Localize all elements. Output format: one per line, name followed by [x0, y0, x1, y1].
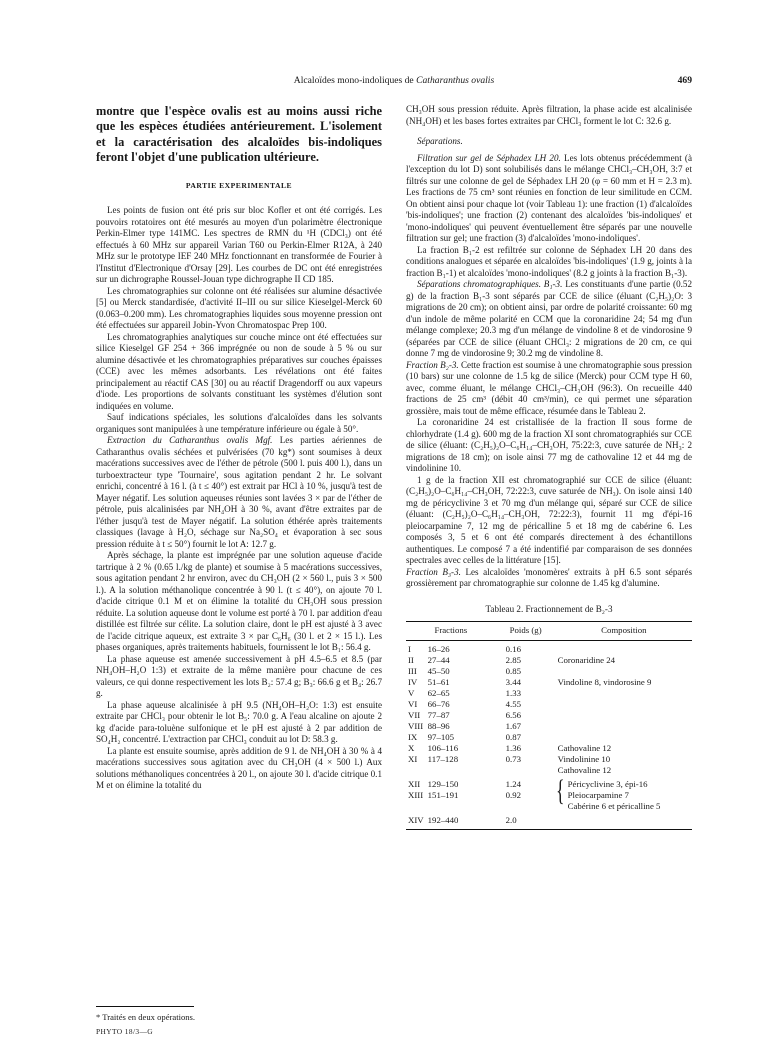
running-title-italic: Catharanthus ovalis	[416, 75, 495, 86]
cell-fraction-range: 192–440	[426, 812, 496, 830]
table-row	[406, 754, 692, 765]
cell-composition	[556, 699, 692, 710]
table-row	[406, 655, 692, 666]
cell-composition: Pleiocarpamine 7	[567, 790, 629, 800]
cell-fraction-number: XII	[408, 779, 421, 789]
column-header-weight: Poids (g)	[496, 622, 556, 641]
paragraph: La plante est ensuite soumise, après addition de 9 l. de NH₄OH à 30 % à 4 macérations successives sous agitation avec du CH₃OH (4 × 500 l.) Aux solutions méthanoliques concentrées à 20 l., on ajoute 30 l. d'acide citrique 0.1 M et on élimine la totalité du	[96, 745, 382, 791]
paragraph: Après séchage, la plante est imprégnée par une solution aqueuse d'acide tartrique à 2 % (0.65 l./kg de plante) et soumise à 5 macérations successives, sous agitation pendant 2 hr environ, avec du CH₃OH (2 × 560 l., puis 3 × 500 l.). A la solution méthanolique concentrée à 90 l. (t ≤ 40°), on ajoute 70 l. d'acide citrique 0.1 M et on élimine la totalité du CH₃OH sous pression réduite. La solution aqueuse dont le volume est porté à 70 l. par addition d'eau distillée est filtrée sur célite. La solution claire, dont le pH est ajusté à 3 avec de l'acide citrique aqueux, est extraite 3 × par C₆H₆ (30 l. et 2 × 15 l.). Les phases organiques, après traitements habituels, fournissent le lot B₁: 56.4 g.	[96, 550, 382, 653]
cell-weight: 0.85	[505, 666, 522, 676]
cell-weight: 2.0	[496, 812, 556, 830]
table-row	[406, 721, 692, 732]
cell-fraction-range: 117–128	[427, 754, 459, 764]
cell-fraction-range: 51–61	[427, 677, 450, 687]
paragraph: Sauf indications spéciales, les solutions d'alcaloïdes dans les solvants organiques sont manipulées à une température inférieure ou égale à 50°.	[96, 412, 382, 434]
cell-composition	[556, 688, 692, 699]
cell-composition: Coronaridine 24	[557, 655, 616, 665]
cell-composition: Cabérine 6 et péricalline 5	[567, 801, 661, 811]
runin-heading: Fraction B₃-3.	[406, 566, 461, 577]
footnote: * Traités en deux opérations.	[96, 1012, 196, 1022]
cell-weight	[496, 765, 556, 776]
cell-fraction-range: 129–150	[427, 779, 459, 789]
column-header-fractions: Fractions	[406, 622, 496, 641]
paragraph	[406, 153, 692, 245]
cell-fraction-range: 151–191	[427, 790, 459, 800]
table-row	[406, 641, 692, 656]
fractionation-table	[406, 621, 692, 830]
cell-weight: 0.73	[505, 754, 522, 764]
cell-composition	[556, 732, 692, 743]
table-row	[406, 666, 692, 677]
paragraph-text: Cette fraction est soumise à une chromatographie sous pression (10 bars) sur une colonne de 1.5 kg de silice (Merck) pour CCM type H 60, avec, comme éluant, le mélange CHCl₃–CH₃OH (96:3). On recueille 440 fractions de 25 cm³ (débit 40 cm³/min), ce qui permet une séparation grossière, mais tout de même efficace, résumée dans le Tableau 2.	[406, 359, 692, 416]
paragraph: Les chromatographies sur colonne ont été réalisées sur alumine désactivée [5] ou Merck standardisée, d'activité II–III ou sur silice Kieselgel-Merck 60 (0.063–0.200 mm). Les chromatographies liquides sous moyenne pression ont été effectuées sur appareil Jobin-Yvon Chromatospac Prep 100.	[96, 285, 382, 331]
cell-weight: 4.55	[505, 699, 522, 709]
cell-fraction-number: XIII	[408, 790, 424, 800]
cell-fraction-range	[426, 765, 496, 776]
table-row	[406, 710, 692, 721]
cell-fraction-number	[406, 765, 426, 776]
paragraph-text: Les lots obtenus précédemment (à l'exception du lot D) sont solubilisés dans le mélange CHCl₃–CH₃OH, 3:7 et filtrés sur une colonne de gel de Séphadex LH 20 (φ = 60 mm et H = 2.3 m). Les fractions de 75 cm³ sont réunies en fonction de leur similitude en CCM. On obtient ainsi pour chaque lot (voir Tableau 1): une fraction (1) d'alcaloïdes 'bis-indoliques'; une fraction (2) contenant des alcaloïdes 'bis-indoliques' et 'mono-indoliques' qui peuvent éventuellement être séparés par une nouvelle filtration sur gel; une fraction (3) d'alcaloïdes 'mono-indoliques'.	[406, 152, 692, 243]
paragraph	[96, 435, 382, 550]
runin-heading: Extraction du Catharanthus ovalis Mgf.	[107, 435, 273, 446]
running-header	[96, 74, 692, 88]
section-heading-experimental: PARTIE EXPERIMENTALE	[185, 180, 293, 190]
table-row	[406, 677, 692, 688]
runin-heading: Filtration sur gel de Séphadex LH 20.	[417, 152, 561, 163]
table-row	[406, 732, 692, 743]
cell-composition	[556, 812, 692, 830]
cell-fraction-range: 106–116	[427, 743, 459, 753]
table-row	[406, 688, 692, 699]
cell-composition	[556, 641, 692, 656]
paragraph: CH₃OH sous pression réduite. Après filtration, la phase acide est alcalinisée (NH₄OH) et les bases fortes extraites par CHCl₃ forment le lot C: 32.6 g.	[406, 104, 692, 126]
cell-fraction-range: 66–76	[427, 699, 450, 709]
cell-fraction-number: IV	[408, 677, 418, 687]
cell-fraction-number: XIV	[406, 812, 426, 830]
table-row	[406, 776, 692, 790]
table-row	[406, 765, 692, 776]
paragraph: La fraction B₁-2 est refiltrée sur colonne de Séphadex LH 20 dans des conditions analogues et séparée en alcaloïdes 'bis-indoliques' (1.9 g, joints à la fraction B₁-1) et alcaloïdes 'mono-indoliques' (8.2 g joints à la fraction B₁-3).	[406, 244, 692, 278]
paragraph-text: Les parties aériennes de Catharanthus ovalis séchées et pulvérisées (70 kg*) sont soumises à deux macérations successives avec de l'éther de pétrole (500 l. puis 400 l.), dans un turboextracteur type 'Tournaire', sous agitation pendant 2 hr. Le solvant enrichi, concentré à 16 l. (à t ≤ 40°) est extrait par HCl à 10 %, jusqu'à test de Mayer négatif. Les solution aqueuses réunies sont lavées 3 × par de l'éther de pétrole, puis alcalinisées par NH₄OH à 30 %, avant d'être extraites par de l'éther jusqu'à test de Mayer négatif. La solution éthérée après traitements classiques (lavage à H₂O, séchage sur Na₂SO₄ et évaporation à sec sous pression réduite à t ≤ 50°) fournit le lot A: 12.7 g.	[96, 435, 382, 549]
table-row	[406, 699, 692, 710]
cell-fraction-number: VI	[408, 699, 418, 709]
running-title-plain: Alcaloïdes mono-indoliques de	[293, 75, 417, 86]
cell-composition	[556, 710, 692, 721]
left-column	[96, 104, 382, 792]
paragraph: La coronaridine 24 est cristallisée de la fraction II sous forme de chlorhydrate (1.4 g). 600 mg de la fraction XI sont chromatographiés sur CCE de silice (éluant: (C₂H₅)₂O–C₆H₁₄–CH₃OH, 75:22:3, cuve saturée de NH₃: 2 migrations de 18 cm); on isole ainsi 77 mg de cathovaline 12 et 44 mg de vindolinine 10.	[406, 417, 692, 473]
cell-weight: 2.85	[505, 655, 522, 665]
table-header-row	[406, 622, 692, 641]
paragraph: Les chromatographies analytiques sur couche mince ont été effectuées sur silice Kieselgel GF 254 + 366 imprégnée ou non de soude à 5 % ou sur alumine désactivée et les chromatographies préparatives sur couches épaisses (CCE) avec les mêmes adsorbants. Les révélations ont été faites principalement au réactif CAS [30] ou au réactif Dragendorff ou aux vapeurs d'iode. Les proportions de solvants constituant les systèmes d'élution sont indiquées en volume.	[96, 331, 382, 411]
column-header-composition: Composition	[556, 622, 692, 641]
paragraph-text: Les constituants d'une partie (0.52 g) de la fraction B₁-3 sont séparés par CCE de silice (éluant (C₂H₅)₂O: 3 migrations de 20 cm); on obtient ainsi, par ordre de polarité croissante: 60 mg d'un indole de même polarité en CCM que la coronaridine 24; 54 mg d'un mélange complexe; 20.3 mg d'un mélange de vindoline 8 et de vindorosine 9 (séparées par CCE de silice (éluant CHCl₃: 2 migrations de 20 cm, ce qui donne 7 mg de vindorosine 9; 30.2 mg de vindoline 8.	[406, 279, 692, 358]
cell-fraction-range: 97–105	[427, 732, 455, 742]
paragraph	[406, 279, 692, 360]
paragraph: Les points de fusion ont été pris sur bloc Kofler et ont été corrigés. Les pouvoirs rotatoires ont été mesurés au moyen d'un polarimètre électronique Perkin-Elmer type 141MC. Les spectres de RMN du ¹H (CDCl₃) ont été effectués à 60 MHz sur appareil Varian T60 ou Perkin-Elmer R12A, à 240 MHz sur le prototype IEF 240 MHz fonctionnant en transformée de Fourier à l'Institut d'Electronique d'Orsay [29]. Les courbes de DC ont été enregistrées sur un dichrographe Roussel-Jouan type dichrographe II CD 185.	[96, 205, 382, 285]
cell-weight: 1.36	[505, 743, 522, 753]
cell-fraction-number: IX	[408, 732, 418, 742]
cell-weight: 0.16	[505, 644, 522, 654]
cell-fraction-number	[406, 801, 426, 812]
cell-composition: Vindolinine 10	[557, 754, 611, 764]
section-label-separations: Séparations.	[417, 136, 463, 146]
table-caption: Tableau 2. Fractionnement de B₂-3	[485, 603, 613, 614]
cell-fraction-range: 16–26	[427, 644, 450, 654]
paragraph	[406, 360, 692, 418]
cell-fraction-number: VII	[408, 710, 421, 720]
cell-weight: 0.92	[505, 790, 522, 800]
cell-fraction-range: 77–87	[427, 710, 450, 720]
cell-fraction-number: III	[408, 666, 417, 676]
cell-fraction-number: I	[408, 644, 411, 654]
cell-composition	[556, 721, 692, 732]
runin-heading: Fraction B₂-3.	[406, 359, 459, 370]
running-title	[96, 74, 692, 88]
paragraph: La phase aqueuse alcalinisée à pH 9.5 (NH₄OH–H₂O: 1:3) est ensuite extraite par CHCl₃ pour obtenir le lot B₅: 70.0 g. A l'eau alcaline on ajoute 2 kg d'acide para-toluène sulfonique et le pH est ajusté à 2 par addition de SO₄H₂ concentré. L'extraction par CHCl₃ conduit au lot D: 58.3 g.	[96, 699, 382, 745]
cell-composition: Cathovaline 12	[557, 765, 612, 775]
paragraph: 1 g de la fraction XII est chromatographié sur CCE de silice (éluant: (C₂H₅)₂O–C₆H₁₄–CH₃OH, 72:22:3, cuve saturée de NH₃). On isole ainsi 140 mg de péricyclivine 3 et 70 mg d'un mélange qui, séparé sur CCE de silice (éluant: (C₂H₅)₂O–C₆H₁₄–CH₃OH, 72:22:3), fournit 11 mg d'épi-16 pleiocarpamine 7, 12 mg de péricalline 5 et 18 mg de cabérine 6. Les composés 3, 5 et 6 ont été comparés directement à des échantillons authentiques. Le composé 7 a été indentifié par comparaison de ses données spectrales avec celles de la littérature [15].	[406, 474, 692, 565]
table-row	[406, 743, 692, 754]
cell-composition-text: Péricyclivine 3, épi-16	[567, 779, 648, 789]
table-row	[406, 790, 692, 801]
cell-fraction-number: V	[408, 688, 415, 698]
cell-fraction-range	[426, 801, 496, 812]
paragraph: La phase aqueuse est amenée successivement à pH 4.5–6.5 et 8.5 (par NH₄OH–H₂O 1:3) et extraite de la même manière pour chacune de ces valeurs, ce qui donne respectivement les lots B₂: 57.4 g; B₃: 66.6 g et B₄: 26.7 g.	[96, 653, 382, 699]
cell-fraction-range: 45–50	[427, 666, 450, 676]
cell-fraction-number: VIII	[408, 721, 424, 731]
cell-fraction-number: X	[408, 743, 415, 753]
table-row	[406, 812, 692, 830]
cell-composition	[556, 666, 692, 677]
cell-composition: Cathovaline 12	[557, 743, 612, 753]
right-column	[406, 104, 692, 830]
cell-fraction-number: II	[408, 655, 414, 665]
cell-fraction-range: 62–65	[427, 688, 450, 698]
cell-weight: 3.44	[505, 677, 522, 687]
lead-paragraph: montre que l'espèce ovalis est au moins aussi riche que les espèces étudiées antérieurement. L'isolement et la caractérisation des alcaloïdes bis-indoliques feront l'objet d'une publication ultérieure.	[96, 104, 382, 165]
cell-weight: 1.33	[505, 688, 522, 698]
runin-heading: Séparations chromatographiques. B₁-3.	[417, 279, 563, 289]
cell-weight: 1.24	[505, 779, 522, 789]
page-number: 469	[677, 75, 692, 86]
cell-fraction-number: XI	[408, 754, 418, 764]
table-row	[406, 801, 692, 812]
cell-weight: 1.67	[505, 721, 522, 731]
paragraph-text: Les alcaloïdes 'monomères' extraits à pH 6.5 sont séparés grossièrement par chromatographie sur colonne de 1.45 kg d'alumine.	[406, 566, 693, 588]
footnote-divider	[96, 1006, 194, 1007]
cell-weight: 6.56	[505, 710, 522, 720]
cell-weight	[496, 801, 556, 812]
cell-composition: Vindoline 8, vindorosine 9	[557, 677, 652, 687]
cell-fraction-range: 88–96	[427, 721, 450, 731]
cell-weight: 0.87	[505, 732, 522, 742]
cell-fraction-range: 27–44	[427, 655, 450, 665]
brace-glyph: {	[555, 774, 565, 807]
paragraph	[406, 567, 692, 590]
journal-code: PHYTO 18/3—G	[96, 1027, 154, 1036]
